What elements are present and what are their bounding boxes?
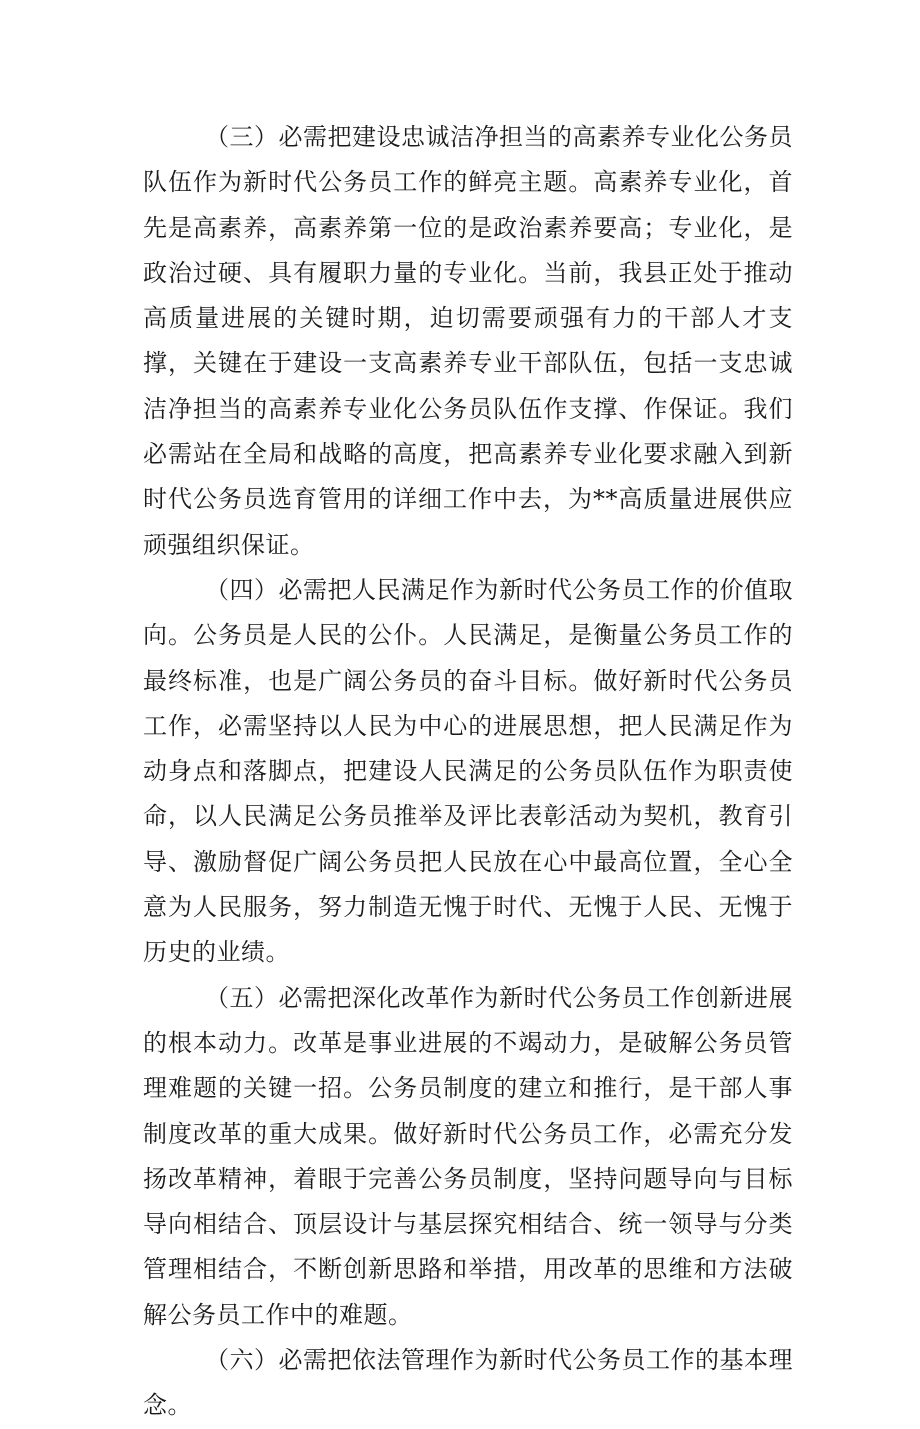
paragraph-6: （六）必需把依法管理作为新时代公务员工作的基本理念。 bbox=[143, 1346, 793, 1420]
paragraph-4: （四）必需把人民满足作为新时代公务员工作的价值取向。公务员是人民的公仆。人民满足，是衡量公务员工作的最终标准，也是广阔公务员的奋斗目标。做好新时代公务员工作，必需坚持以人民为中心的进展思想，把人民满足作为动身点和落脚点，把建设人民满足的公务员队伍作为职责使命，以人民满足公务员推举及评比表彰活动为契机，教育引导、激励督促广阔公务员把人民放在心中最高位置，全心全意为人民服务，努力制造无愧于时代、无愧于人民、无愧于历史的业绩。 bbox=[143, 575, 793, 967]
paragraph-3: （三）必需把建设忠诚洁净担当的高素养专业化公务员队伍作为新时代公务员工作的鲜亮主题。高素养专业化，首先是高素养，高素养第一位的是政治素养要高；专业化，是政治过硬、具有履职力量的专业化。当前，我县正处于推动高质量进展的关键时期，迫切需要顽强有力的干部人才支撑，关键在于建设一支高素养专业干部队伍，包括一支忠诚洁净担当的高素养专业化公务员队伍作支撑、作保证。我们必需站在全局和战略的高度，把高素养专业化要求融入到新时代公务员选育管用的详细工作中去，为**高质量进展供应顽强组织保证。 bbox=[143, 123, 793, 559]
paragraph-5: （五）必需把深化改革作为新时代公务员工作创新进展的根本动力。改革是事业进展的不竭动力，是破解公务员管理难题的关键一招。公务员制度的建立和推行，是干部人事制度改革的重大成果。做好新时代公务员工作，必需充分发扬改革精神，着眼于完善公务员制度，坚持问题导向与目标导向相结合、顶层设计与基层探究相结合、统一领导与分类管理相结合，不断创新思路和举措，用改革的思维和方法破解公务员工作中的难题。 bbox=[143, 983, 793, 1329]
document-body bbox=[143, 115, 793, 1429]
